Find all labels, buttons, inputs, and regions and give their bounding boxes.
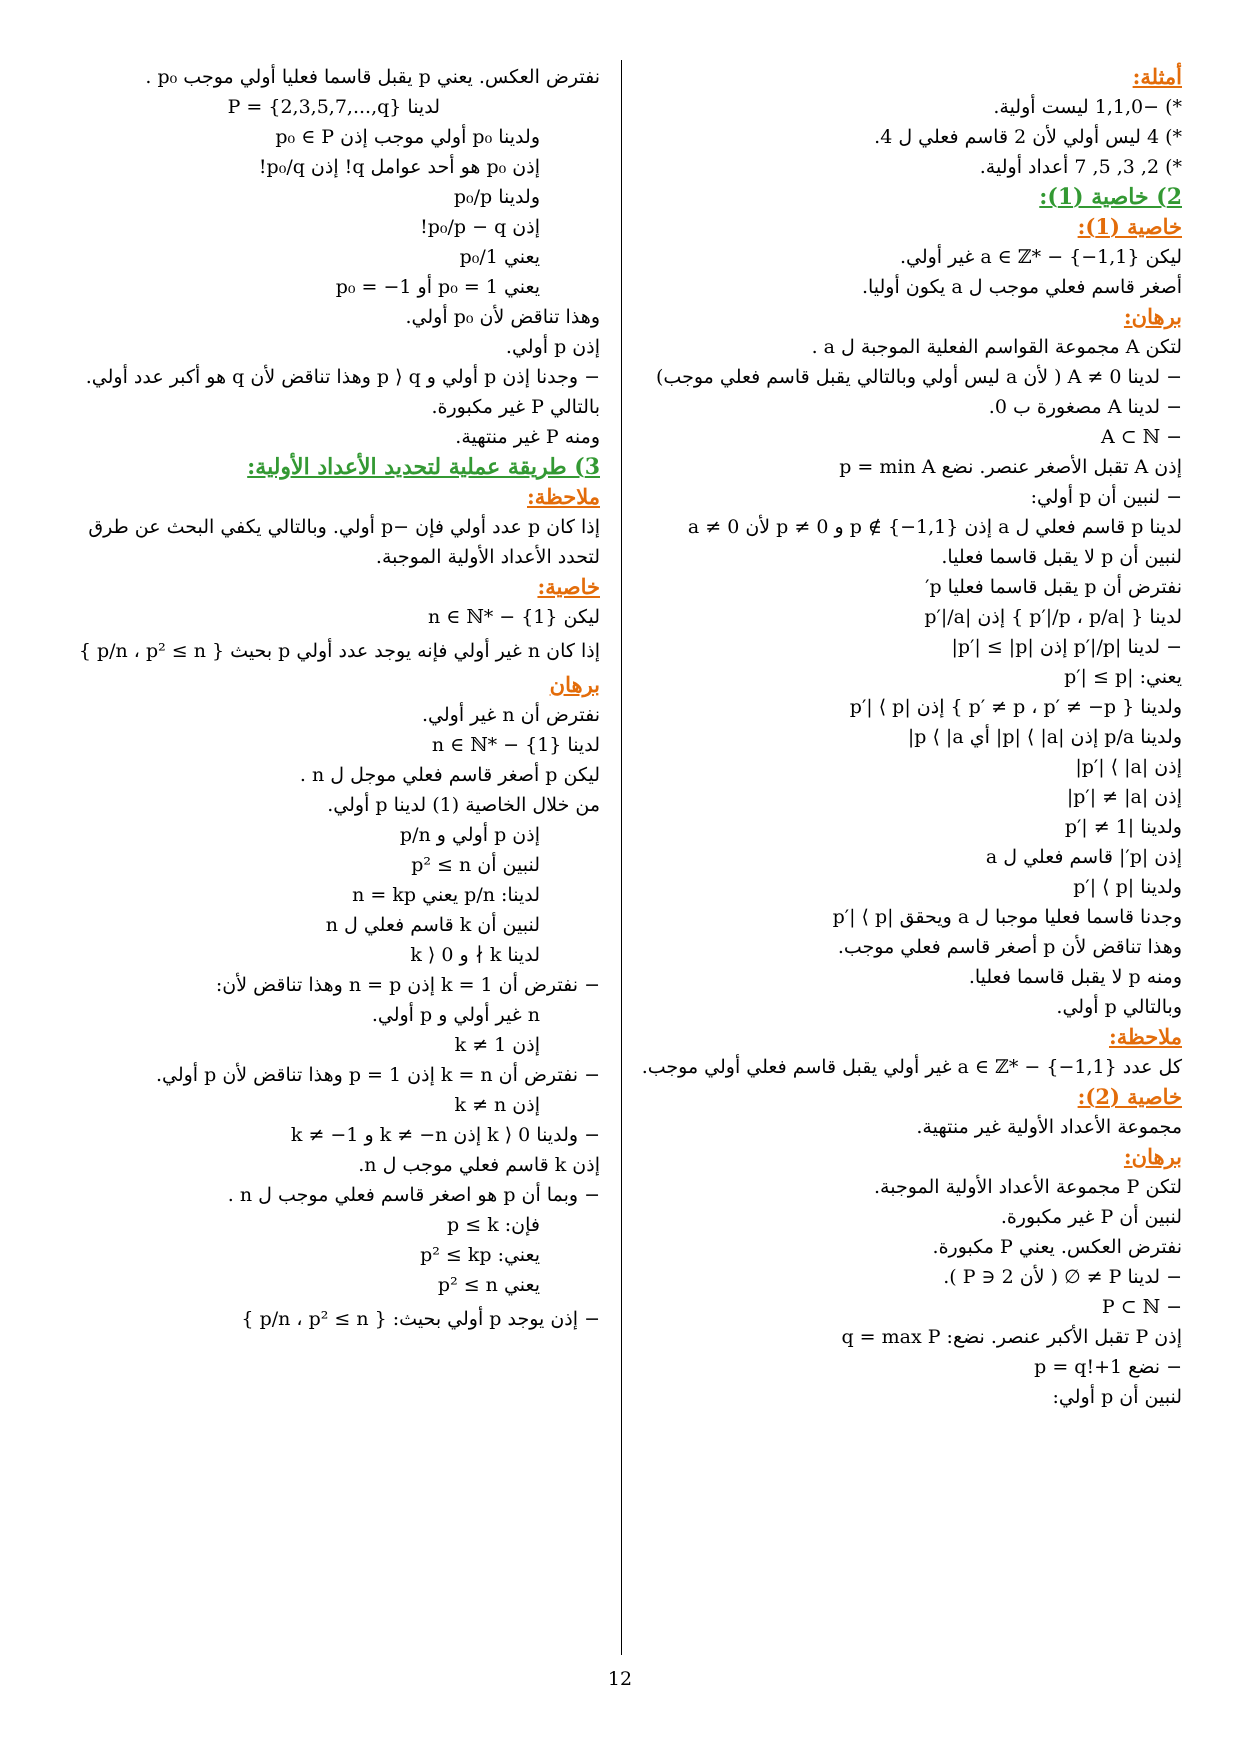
section-heading: برهان: <box>1123 304 1182 329</box>
text-line: أصغر قاسم فعلي موجب ل a يكون أوليا. <box>861 276 1182 298</box>
text-line: لدينا n ∈ ℕ* − {1} <box>431 734 600 756</box>
text-line: لدينا p قاسم فعلي ل a إذن p ∉ {−1,1} و p ≠ 0 لأن a ≠ 0 <box>687 516 1182 538</box>
text-line: نفترض العكس. يعني p يقبل قاسما فعليا أولي موجب p₀ . <box>145 66 600 88</box>
text-line: لنبين أن p لا يقبل قاسما فعليا. <box>941 546 1182 568</box>
text-line: إذن p₀ هو أحد عوامل q! إذن p₀/q! <box>258 156 540 178</box>
text-line: يعني p₀/1 <box>459 246 540 268</box>
text-line: لنبين أن k قاسم فعلي ل n <box>325 914 540 936</box>
text-line: − A ⊂ ℕ <box>1100 426 1182 448</box>
text-line: يعني p₀ = 1 أو p₀ = −1 <box>335 276 540 298</box>
text-line: − نضع p = q!+1 <box>1034 1356 1182 1378</box>
page-number: 12 <box>607 1668 633 1690</box>
section-heading: 3) طريقة عملية لتحديد الأعداد الأولية: <box>247 454 600 480</box>
text-line: إذا كان n غير أولي فإنه يوجد عدد أولي p بحيث { p/n ، p² ≤ n } <box>78 640 600 662</box>
text-line: ومنه P غير منتهية. <box>455 426 600 448</box>
text-line: من خلال الخاصية (1) لدينا p أولي. <box>327 794 600 816</box>
text-line: − P ⊂ ℕ <box>1101 1296 1182 1318</box>
left-column <box>60 62 600 1338</box>
text-line: يعني: p² ≤ kp <box>420 1244 540 1266</box>
text-line: لدينا P = {2,3,5,7,...,q} <box>227 96 440 118</box>
text-line: ولدينا |p′| ⟨ p <box>1073 876 1182 898</box>
text-line: إذن |p′| قاسم فعلي ل a <box>985 846 1182 868</box>
text-line: ليكن a ∈ ℤ* − {−1,1} غير أولي. <box>899 246 1182 268</box>
text-line: إذن P تقبل الأكبر عنصر. نضع: q = max P <box>841 1326 1182 1348</box>
text-line: n غير أولي و p أولي. <box>371 1004 540 1026</box>
text-line: إذن p₀/p − q! <box>420 216 540 238</box>
text-line: يعني p² ≤ n <box>437 1274 540 1296</box>
text-line: *) 2, 3, 5, 7 أعداد أولية. <box>979 156 1182 178</box>
text-line: − لدينا A مصغورة ب 0. <box>988 396 1182 418</box>
text-line: نفترض أن n غير أولي. <box>421 704 600 726</box>
text-line: إذن |p′| ⟨ |a| <box>1075 756 1182 778</box>
text-line: − إذن يوجد p أولي بحيث: { p/n ، p² ≤ n } <box>241 1308 600 1330</box>
text-line: يعني: |p′| ≤ p <box>1064 666 1182 688</box>
text-line: ليكن n ∈ ℕ* − {1} <box>427 606 600 628</box>
text-line: − لدينا |p′|/p إذن |p′| ≤ |p| <box>951 636 1182 658</box>
text-line: إذن |p′| ≠ |a| <box>1066 786 1182 808</box>
text-line: لنبين أن P غير مكبورة. <box>1000 1206 1182 1228</box>
text-line: وهذا تناقض لأن p₀ أولي. <box>405 306 600 328</box>
text-line: إذن p أولي. <box>505 336 600 358</box>
text-line: كل عدد a ∈ ℤ* − {−1,1} غير أولي يقبل قاسم فعلي أولي موجب. <box>641 1056 1182 1078</box>
text-line: لتكن P مجموعة الأعداد الأولية الموجبة. <box>874 1176 1182 1198</box>
section-heading: 2) خاصية (1): <box>1039 184 1182 210</box>
text-line: نفترض العكس. يعني P مكبورة. <box>932 1236 1182 1258</box>
text-line: ولدينا { p′ ≠ p ، p′ ≠ −p } إذن |p′| ⟨ p <box>849 696 1182 718</box>
section-heading: برهان <box>549 672 600 697</box>
text-line: − وبما أن p هو اصغر قاسم فعلي موجب ل n . <box>227 1184 600 1206</box>
text-line: ولدينا p₀ أولي موجب إذن p₀ ∈ P <box>275 126 540 148</box>
section-heading: ملاحظة: <box>1109 1024 1182 1049</box>
text-line: − وجدنا إذن p أولي و p ⟩ q وهذا تناقض لأن q هو أكبر عدد أولي. <box>85 366 600 388</box>
text-line: ليكن p أصغر قاسم فعلي موجل ل n . <box>299 764 600 786</box>
text-line: لدينا: p/n يعني n = kp <box>352 884 540 906</box>
text-line: إذن A تقبل الأصغر عنصر. نضع p = min A <box>839 456 1182 478</box>
text-line: ولدينا p/a إذن |p| ⟨ |a| أي p ⟨ |a| <box>907 726 1182 748</box>
text-line: − لدينا P ≠ ∅ ( لأن 2 ∈ P ). <box>943 1266 1182 1288</box>
text-line: فإن: p ≤ k <box>447 1214 540 1236</box>
text-line: لنبين أن p أولي: <box>1052 1386 1182 1408</box>
section-heading: خاصية: <box>537 574 600 599</box>
section-heading: أمثلة: <box>1132 64 1182 89</box>
text-line: − ولدينا k ⟩ 0 إذن k ≠ −n و k ≠ −1 <box>290 1124 600 1146</box>
text-line: *) −1,1,0 ليست أولية. <box>993 96 1182 118</box>
text-line: إذا كان p عدد أولي فإن −p أولي. وبالتالي يكفي البحث عن طرق لتحدد الأعداد الأولية الموجبة. <box>88 516 600 568</box>
text-line: بالتالي P غير مكبورة. <box>431 396 600 418</box>
text-line: − نفترض أن k = 1 إذن n = p وهذا تناقض لأن: <box>215 974 600 996</box>
text-line: ومنه p لا يقبل قاسما فعليا. <box>968 966 1182 988</box>
text-line: ولدينا p₀/p <box>453 186 540 208</box>
text-line: وهذا تناقض لأن p أصغر قاسم فعلي موجب. <box>837 936 1182 958</box>
text-line: ولدينا |p′| ≠ 1 <box>1064 816 1182 838</box>
text-line: إذن k قاسم فعلي موجب ل n. <box>358 1154 600 1176</box>
section-heading: ملاحظة: <box>527 484 600 509</box>
text-line: *) 4 ليس أولي لأن 2 قاسم فعلي ل 4. <box>874 126 1182 148</box>
column-divider <box>621 60 622 1655</box>
text-line: إذن k ≠ 1 <box>454 1034 540 1056</box>
text-line: لتكن A مجموعة القواسم الفعلية الموجبة ل a . <box>811 336 1182 358</box>
text-line: نفترض أن p يقبل قاسما فعليا p′ <box>925 576 1182 598</box>
text-line: − لدينا A ≠ 0 ( لأن a ليس أولي وبالتالي يقبل قاسم فعلي موجب) <box>656 366 1182 388</box>
text-line: لنبين أن p² ≤ n <box>411 854 540 876</box>
right-column <box>627 62 1182 1412</box>
text-line: إذن p أولي و p/n <box>399 824 540 846</box>
section-heading: خاصية (2): <box>1077 1084 1182 1109</box>
text-line: لدينا k ∤ و k ⟩ 0 <box>410 944 540 966</box>
text-line: وجدنا قاسما فعليا موجبا ل a ويحقق |p′| ⟨ p <box>832 906 1182 928</box>
section-heading: برهان: <box>1123 1144 1182 1169</box>
text-line: مجموعة الأعداد الأولية غير منتهية. <box>916 1116 1182 1138</box>
text-line: − نفترض أن k = n إذن p = 1 وهذا تناقض لأن p أولي. <box>155 1064 600 1086</box>
text-line: وبالتالي p أولي. <box>1056 996 1182 1018</box>
text-line: لدينا { |p′|/p ، p/a } إذن |p′|/a <box>924 606 1182 628</box>
text-line: إذن k ≠ n <box>454 1094 540 1116</box>
text-line: − لنبين أن p أولي: <box>1030 486 1182 508</box>
section-heading: خاصية (1): <box>1077 214 1182 239</box>
